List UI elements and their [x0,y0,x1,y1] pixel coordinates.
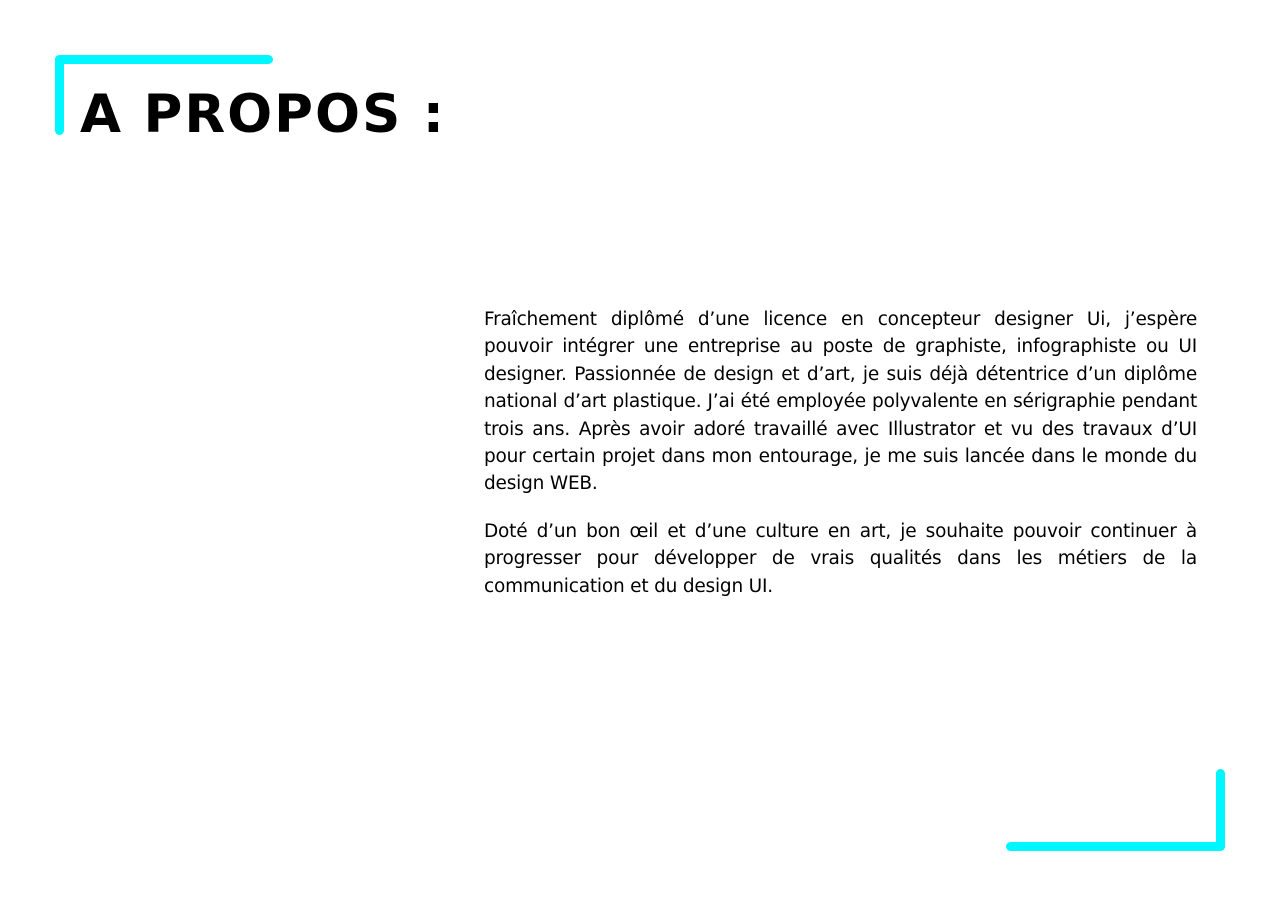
bracket-bottom-horizontal-bar [1006,842,1225,851]
about-paragraph-2: Doté d’un bon œil et d’une culture en art, je souhaite pouvoir continuer à progresser pour développer de vrais qualités dans les métiers de la communication et du design UI. [484,520,1197,597]
about-text-block [484,306,1197,620]
about-paragraph-1: Fraîchement diplômé d’une licence en concepteur designer Ui, j’espère pouvoir intégrer une entreprise au poste de graphiste, infographiste ou UI designer. Passionnée de design et d’art, je suis déjà détentrice d’un diplôme national d’art plastique. J’ai été employée polyvalente en sérigraphie pendant trois ans. Après avoir adoré travaillé avec Illustrator et vu des travaux d’UI pour certain projet dans mon entourage, je me suis lancée dans le monde du design WEB. [484,309,1197,495]
page-title: A PROPOS : [80,84,446,145]
bracket-bottom-vertical-bar [1216,769,1225,851]
bracket-top-vertical-bar [55,55,64,135]
corner-bracket-bottom-right [1006,769,1225,851]
bracket-top-horizontal-bar [55,55,273,64]
